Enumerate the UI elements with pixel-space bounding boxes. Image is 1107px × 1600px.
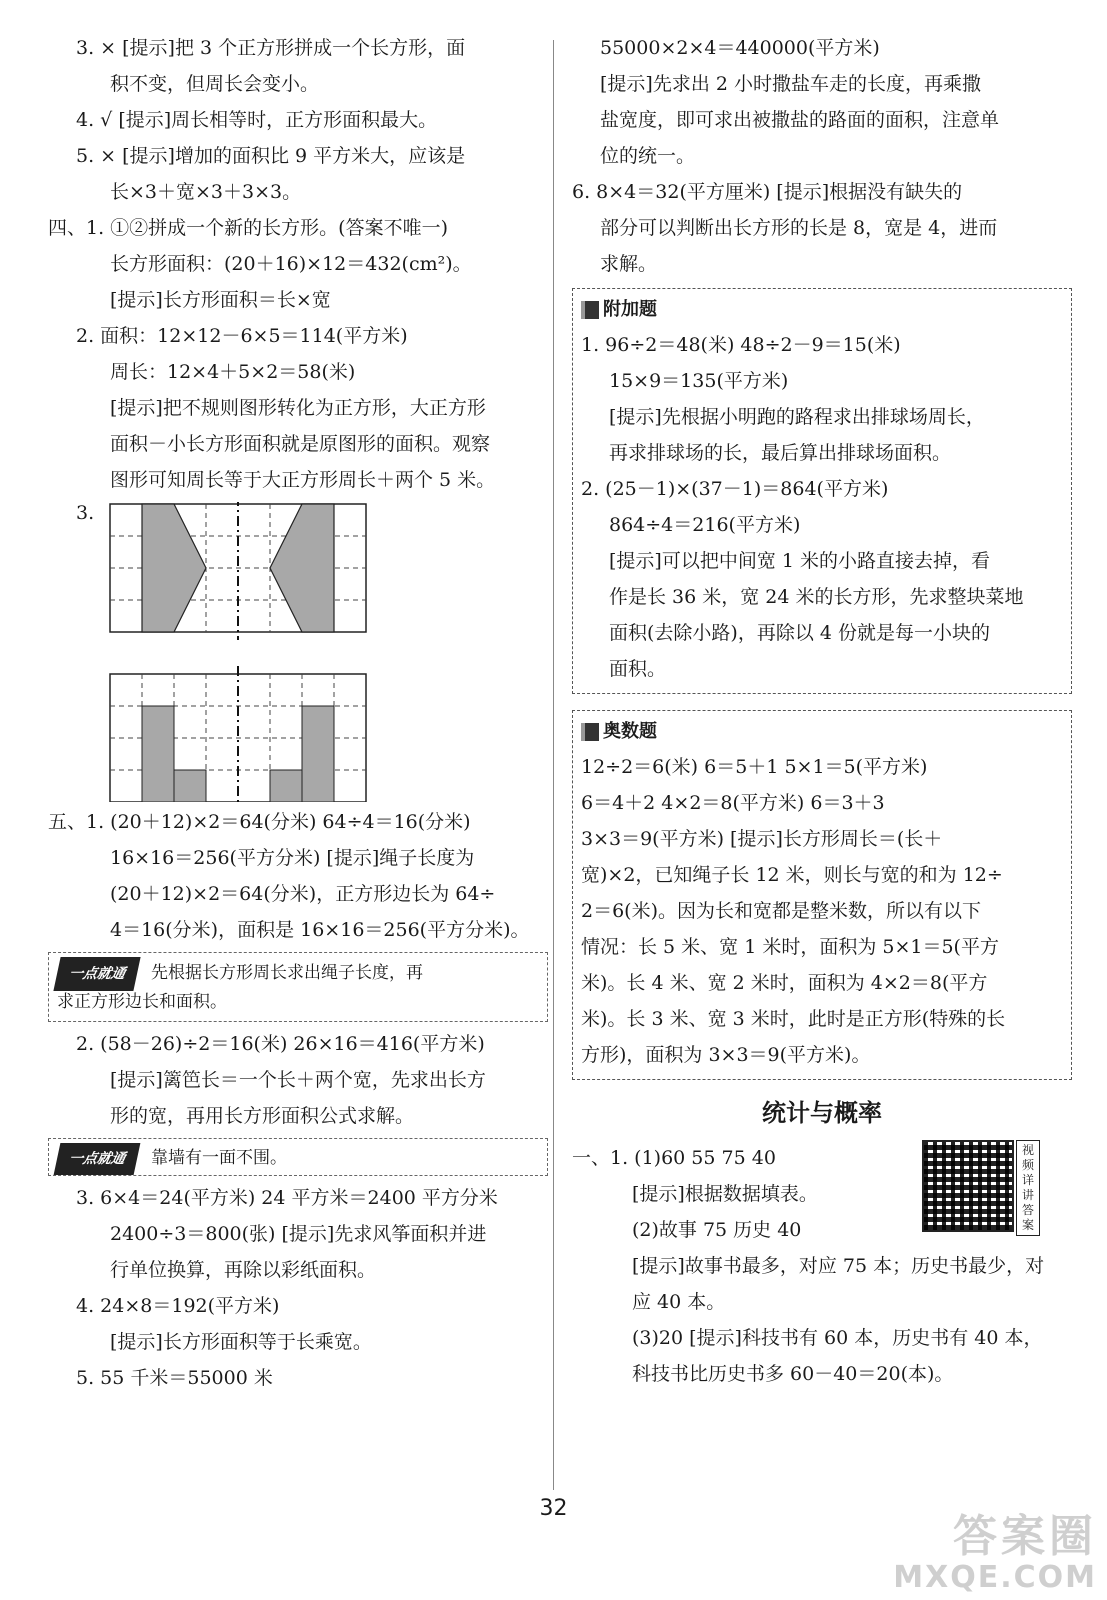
text-line: 864÷4＝216(平方米) — [609, 514, 801, 536]
symmetry-figures — [48, 498, 548, 804]
text-line: 1. 96÷2＝48(米) 48÷2－9＝15(米) — [581, 334, 901, 356]
text-line: 积不变，但周长会变小。 — [110, 73, 320, 95]
text-line: 4＝16(分米)，面积是 16×16＝256(平方分米)。 — [110, 919, 530, 941]
watermark-logo: 答案圈 — [953, 1511, 1097, 1562]
text-line: 3. 6×4＝24(平方米) 24 平方米＝2400 平方分米 — [76, 1187, 498, 1209]
text-line: 行单位换算，再除以彩纸面积。 — [110, 1259, 377, 1281]
text-line: (20＋12)×2＝64(分米)，正方形边长为 64÷ — [110, 883, 496, 905]
text-line: 面积。 — [609, 658, 667, 680]
text-line: 面积－小长方形面积就是原图形的面积。观察 — [110, 433, 491, 455]
text-line: 方形)，面积为 3×3＝9(平方米)。 — [581, 1044, 871, 1066]
banner-text: 先根据长方形周长求出绳子长度，再 — [151, 963, 423, 983]
text-line: 五、1. (20＋12)×2＝64(分米) 64÷4＝16(分米) — [48, 811, 471, 833]
text-line: 16×16＝256(平方分米) [提示]绳子长度为 — [110, 847, 475, 869]
text-line: 面积(去除小路)，再除以 4 份就是每一小块的 — [609, 622, 990, 644]
text-line: 米)。长 3 米、宽 3 米时，此时是正方形(特殊的长 — [581, 1008, 1006, 1030]
watermark-url: MXQE.COM — [893, 1560, 1097, 1595]
bottom-grid — [110, 666, 366, 802]
text-line: [提示]把不规则图形转化为正方形，大正方形 — [110, 397, 486, 419]
text-line: [提示]先求出 2 小时撒盐车走的长度，再乘撒 — [600, 73, 981, 95]
olympiad-question-box — [572, 710, 1072, 1080]
text-line: 应 40 本。 — [632, 1291, 726, 1313]
text-line: 6＝4＋2 4×2＝8(平方米) 6＝3＋3 — [581, 792, 885, 814]
box-title: 奥数题 — [581, 715, 1063, 749]
qr-code-icon — [922, 1140, 1014, 1232]
bookmark-icon — [581, 301, 599, 319]
banner-text: 靠墙有一面不围。 — [151, 1148, 287, 1168]
text-line: 米)。长 4 米、宽 2 米时，面积为 4×2＝8(平方 — [581, 972, 988, 994]
text-line: 一、1. (1)60 55 75 40 — [572, 1147, 776, 1169]
page-number: 32 — [539, 1496, 568, 1521]
bonus-question-box — [572, 288, 1072, 694]
text-line: 5. × [提示]增加的面积比 9 平方米大，应该是 — [76, 145, 466, 167]
banner-tag: 一点就通 — [54, 1143, 141, 1175]
hint-banner — [48, 1138, 548, 1176]
text-line: 情况：长 5 米、宽 1 米时，面积为 5×1＝5(平方 — [581, 936, 999, 958]
text-line: [提示]可以把中间宽 1 米的小路直接去掉，看 — [609, 550, 990, 572]
text-line: 55000×2×4＝440000(平方米) — [600, 37, 880, 59]
text-line: 图形可知周长等于大正方形周长＋两个 5 米。 — [110, 469, 496, 491]
text-line: 位的统一。 — [600, 145, 696, 167]
text-line: 四、1. ①②拼成一个新的长方形。(答案不唯一) — [48, 217, 448, 239]
text-line: [提示]根据数据填表。 — [632, 1183, 818, 1205]
text-line: [提示]先根据小明跑的路程求出排球场周长， — [609, 406, 985, 428]
text-line: [提示]故事书最多，对应 75 本；历史书最少，对 — [632, 1255, 1045, 1277]
qr-code[interactable] — [922, 1140, 1042, 1232]
text-line: 15×9＝135(平方米) — [609, 370, 789, 392]
section-title: 统计与概率 — [762, 1099, 882, 1127]
banner-tag: 一点就通 — [53, 957, 140, 991]
text-line: 长方形面积：(20＋16)×12＝432(cm²)。 — [110, 253, 472, 275]
text-line: 2. (58－26)÷2＝16(米) 26×16＝416(平方米) — [76, 1033, 485, 1055]
top-grid — [110, 502, 366, 640]
bookmark-icon — [581, 723, 599, 741]
text-line: 形的宽，再用长方形面积公式求解。 — [110, 1105, 415, 1127]
box-title: 附加题 — [581, 293, 1063, 327]
text-line: 4. 24×8＝192(平方米) — [76, 1295, 280, 1317]
right-column — [572, 30, 1072, 1392]
text-line: 2. (25－1)×(37－1)＝864(平方米) — [581, 478, 889, 500]
text-line: 周长：12×4＋5×2＝58(米) — [110, 361, 356, 383]
qr-label: 视频详讲答案 — [1016, 1140, 1040, 1236]
figure-label: 3. — [76, 502, 95, 524]
text-line: 12÷2＝6(米) 6＝5＋1 5×1＝5(平方米) — [581, 756, 928, 778]
text-line: 2. 面积：12×12－6×5＝114(平方米) — [76, 325, 408, 347]
statistics-answers — [572, 1140, 1072, 1392]
text-line: [提示]篱笆长＝一个长＋两个宽，先求出长方 — [110, 1069, 486, 1091]
text-line: 3×3＝9(平方米) [提示]长方形周长＝(长＋ — [581, 828, 943, 850]
text-line: 作是长 36 米，宽 24 米的长方形，先求整块菜地 — [609, 586, 1024, 608]
text-line: 2＝6(米)。因为长和宽都是整米数，所以有以下 — [581, 900, 982, 922]
text-line: (3)20 [提示]科技书有 60 本，历史书有 40 本， — [632, 1327, 1043, 1349]
text-line: 求解。 — [600, 253, 658, 275]
left-column — [48, 30, 548, 1396]
text-line: 5. 55 千米＝55000 米 — [76, 1367, 273, 1389]
grid-figure — [108, 502, 370, 802]
column-divider — [553, 40, 554, 1490]
text-line: [提示]长方形面积等于长乘宽。 — [110, 1331, 372, 1353]
text-line: 部分可以判断出长方形的长是 8，宽是 4，进而 — [600, 217, 998, 239]
hint-banner — [48, 952, 548, 1022]
text-line: [提示]长方形面积＝长×宽 — [110, 289, 331, 311]
text-line: 宽)×2，已知绳子长 12 米，则长与宽的和为 12÷ — [581, 864, 1003, 886]
text-line: 再求排球场的长，最后算出排球场面积。 — [609, 442, 952, 464]
watermark — [893, 1500, 1097, 1595]
text-line: 科技书比历史书多 60－40＝20(本)。 — [632, 1363, 954, 1385]
text-line: 长×3＋宽×3＋3×3。 — [110, 181, 302, 203]
text-line: 4. √ [提示]周长相等时，正方形面积最大。 — [76, 109, 438, 131]
text-line: 6. 8×4＝32(平方厘米) [提示]根据没有缺失的 — [572, 181, 963, 203]
text-line: 盐宽度，即可求出被撒盐的路面的面积，注意单 — [600, 109, 1000, 131]
text-line: (2)故事 75 历史 40 — [632, 1219, 802, 1241]
text-line: 2400÷3＝800(张) [提示]先求风筝面积并进 — [110, 1223, 487, 1245]
text-line: 3. × [提示]把 3 个正方形拼成一个长方形，面 — [76, 37, 466, 59]
banner-text: 求正方形边长和面积。 — [57, 992, 227, 1012]
